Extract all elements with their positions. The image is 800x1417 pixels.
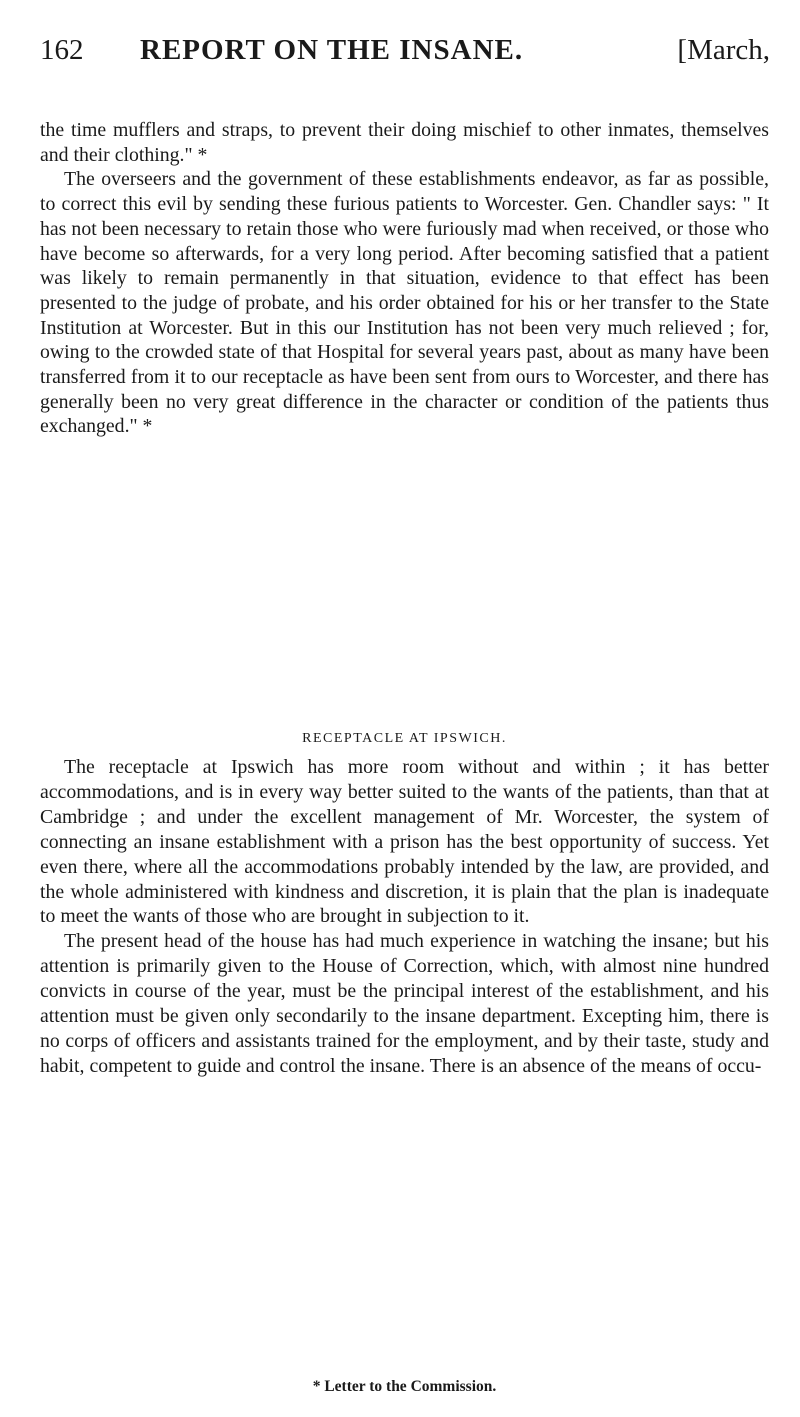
header-date: [March, [677,34,770,66]
paragraph: the time mufflers and straps, to prevent their doing mischief to other inmates, themselves and their clothing." * [40,119,769,166]
page-number: 162 [40,34,84,66]
paragraph: The receptacle at Ipswich has more room without and within ; it has better accommodations, and is in every way better suited to the wants of the patients, than that at Cambridge ; and under the excellent management of Mr. Worcester, the system of connecting an insane establishment with a prison has the best opportunity of success. Yet even there, where all the accommodations probably intended by the law, are provided, and the whole administered with kindness and discretion, it is plain that the plan is inadequate to meet the wants of those who are brought in subjection to it. [40,756,769,928]
paragraph: The overseers and the government of these establishments endeavor, as far as possible, to correct this evil by sending these furious patients to Worcester. Gen. Chandler says: " It has not been necessary to retain those who were furiously mad when received, or those who have become so afterwards, for a very long period. After becoming satisfied that a patient was likely to remain permanently in that situation, evidence to that effect has been presented to the judge of probate, and his order obtained for his or her transfer to the State Institution at Worcester. But in this our Institution has not been very much relieved ; for, owing to the crowded state of that Hospital for several years past, about as many have been transferred from it to our receptacle as have been sent from ours to Worcester, and there has generally been no very great difference in the character or condition of the patients thus exchanged." * [40,168,769,438]
paragraph: The present head of the house has had much experience in watching the insane; but his attention is primarily given to the House of Correction, which, with almost nine hundred convicts in course of the year, must be the principal interest of the establishment, and his attention must be given only secondarily to the insane department. Excepting him, there is no corps of officers and assistants trained for the employment, and by their taste, study and habit, competent to guide and control the insane. There is an absence of the means of occu- [40,930,769,1077]
main-text [40,118,769,439]
section-text [40,755,769,1079]
page-header [40,30,770,70]
running-title: REPORT ON THE INSANE. [140,34,524,66]
section-heading: RECEPTACLE AT IPSWICH. [302,731,507,746]
footnote: * Letter to the Commission. [312,1378,497,1395]
